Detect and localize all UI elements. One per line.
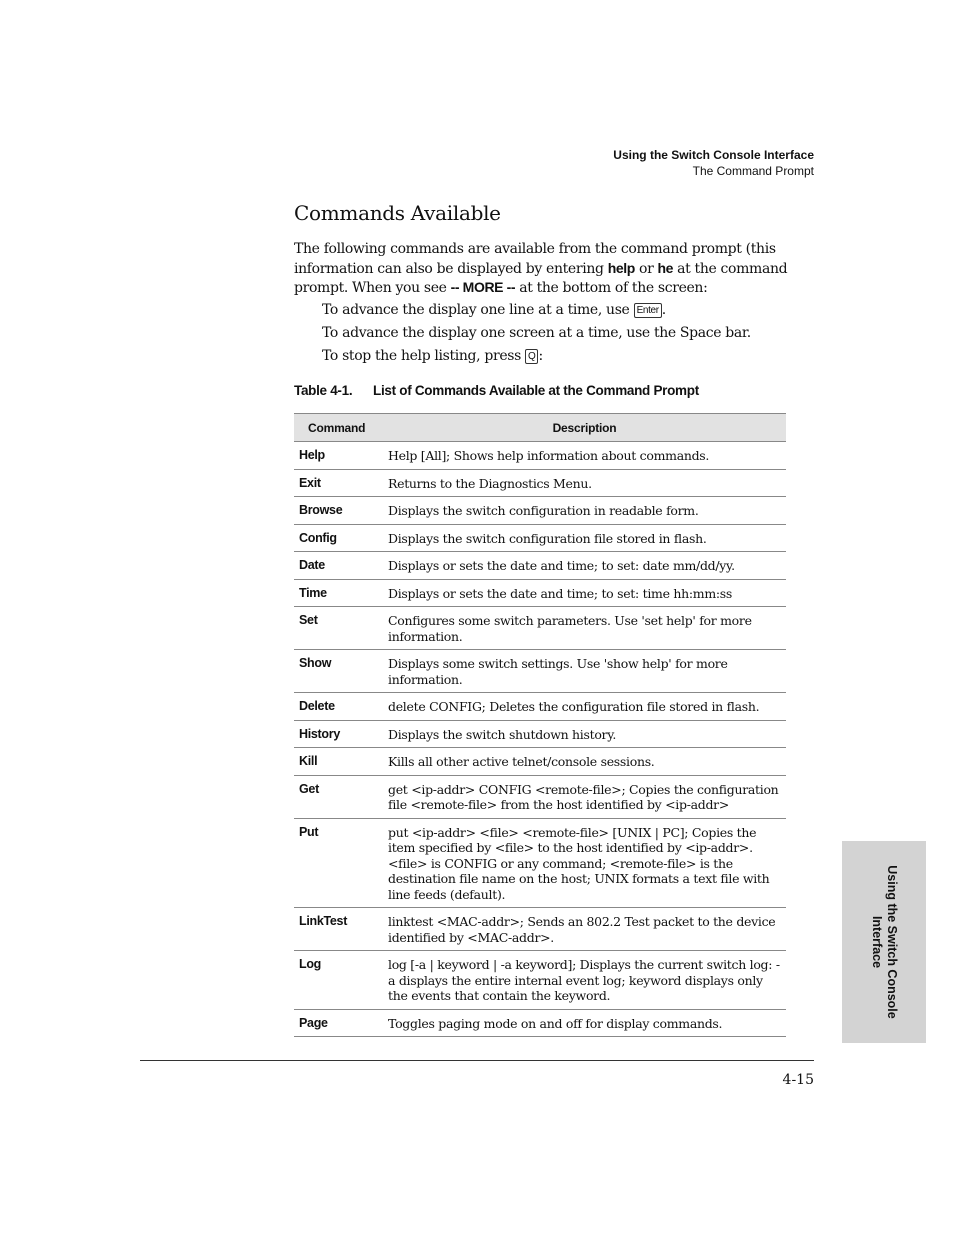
table-row	[294, 607, 786, 650]
command-name: Help	[294, 442, 383, 470]
command-description: Help [All]; Shows help information about commands.	[383, 442, 786, 470]
table-row	[294, 720, 786, 748]
table-row	[294, 693, 786, 721]
command-description: linktest <MAC-addr>; Sends an 802.2 Test packet to the device identified by <MAC-addr>.	[383, 908, 786, 951]
command-name: Log	[294, 951, 383, 1010]
instruction-line-2: To advance the display one screen at a time, use the Space bar.	[322, 325, 751, 341]
command-name: Show	[294, 650, 383, 693]
command-description: Configures some switch parameters. Use 'set help' for more information.	[383, 607, 786, 650]
table-row	[294, 908, 786, 951]
command-description: Displays the switch shutdown history.	[383, 720, 786, 748]
command-description: get <ip-addr> CONFIG <remote-file>; Copies the configuration file <remote-file> from the host identified by <ip-addr>	[383, 775, 786, 818]
table-row	[294, 524, 786, 552]
table-title: List of Commands Available at the Command Prompt	[373, 383, 699, 398]
chapter-side-tab	[842, 841, 926, 1043]
table-caption	[294, 383, 699, 398]
command-name: Set	[294, 607, 383, 650]
table-row	[294, 579, 786, 607]
table-row	[294, 748, 786, 776]
table-row	[294, 1009, 786, 1037]
command-name: Put	[294, 818, 383, 908]
command-description: Displays some switch settings. Use 'show help' for more information.	[383, 650, 786, 693]
instruction-line-3: To stop the help listing, press Q :	[322, 348, 543, 364]
command-name: Date	[294, 552, 383, 580]
command-name: Time	[294, 579, 383, 607]
he-keyword: he	[657, 259, 674, 276]
command-description: log [-a | keyword | -a keyword]; Displays the current switch log: -a displays the entire internal event log; keyword displays only the events that contain the keyword.	[383, 951, 786, 1010]
table-row	[294, 650, 786, 693]
command-description: delete CONFIG; Deletes the configuration file stored in flash.	[383, 693, 786, 721]
command-description: Displays or sets the date and time; to set: date mm/dd/yy.	[383, 552, 786, 580]
enter-key-icon: Enter	[634, 303, 662, 318]
commands-table	[294, 413, 786, 1037]
command-description: Returns to the Diagnostics Menu.	[383, 469, 786, 497]
column-header-command: Command	[294, 414, 383, 442]
command-description: Toggles paging mode on and off for display commands.	[383, 1009, 786, 1037]
instruction-line-1: To advance the display one line at a time, use Enter .	[322, 302, 666, 318]
command-name: Delete	[294, 693, 383, 721]
page-title: Commands Available	[294, 201, 501, 225]
command-name: Kill	[294, 748, 383, 776]
table-row	[294, 552, 786, 580]
intro-paragraph: The following commands are available from the command prompt (this information can also be displayed by entering help or he at the command prompt. When you see -- MORE -- at the bottom of the screen:	[294, 241, 788, 296]
footer-rule	[140, 1060, 814, 1061]
page-number: 4-15	[782, 1072, 814, 1088]
table-row	[294, 818, 786, 908]
command-name: History	[294, 720, 383, 748]
table-row	[294, 497, 786, 525]
table-row	[294, 469, 786, 497]
running-header	[613, 147, 814, 179]
command-name: Browse	[294, 497, 383, 525]
command-description: Displays or sets the date and time; to set: time hh:mm:ss	[383, 579, 786, 607]
command-name: Exit	[294, 469, 383, 497]
table-header-row	[294, 414, 786, 442]
command-name: LinkTest	[294, 908, 383, 951]
table-row	[294, 442, 786, 470]
column-header-description: Description	[383, 414, 786, 442]
command-description: Kills all other active telnet/console sessions.	[383, 748, 786, 776]
command-description: Displays the switch configuration file stored in flash.	[383, 524, 786, 552]
command-description: Displays the switch configuration in readable form.	[383, 497, 786, 525]
command-name: Page	[294, 1009, 383, 1037]
table-row	[294, 775, 786, 818]
header-chapter: Using the Switch Console Interface	[613, 148, 814, 162]
more-keyword: -- MORE --	[450, 279, 516, 295]
command-name: Config	[294, 524, 383, 552]
side-tab-label: Using the Switch Console Interface	[870, 865, 899, 1019]
table-row	[294, 951, 786, 1010]
command-description: put <ip-addr> <file> <remote-file> [UNIX | PC]; Copies the item specified by <file> to the host identified by <ip-addr>. <file> is CONFIG or any command; <remote-file> is the destination file name on the host; UNIX formats a text file with line feeds (default).	[383, 818, 786, 908]
command-name: Get	[294, 775, 383, 818]
help-keyword: help	[607, 259, 635, 276]
header-section: The Command Prompt	[692, 164, 814, 178]
table-number: Table 4-1.	[294, 383, 353, 398]
q-key-icon: Q	[525, 349, 538, 364]
